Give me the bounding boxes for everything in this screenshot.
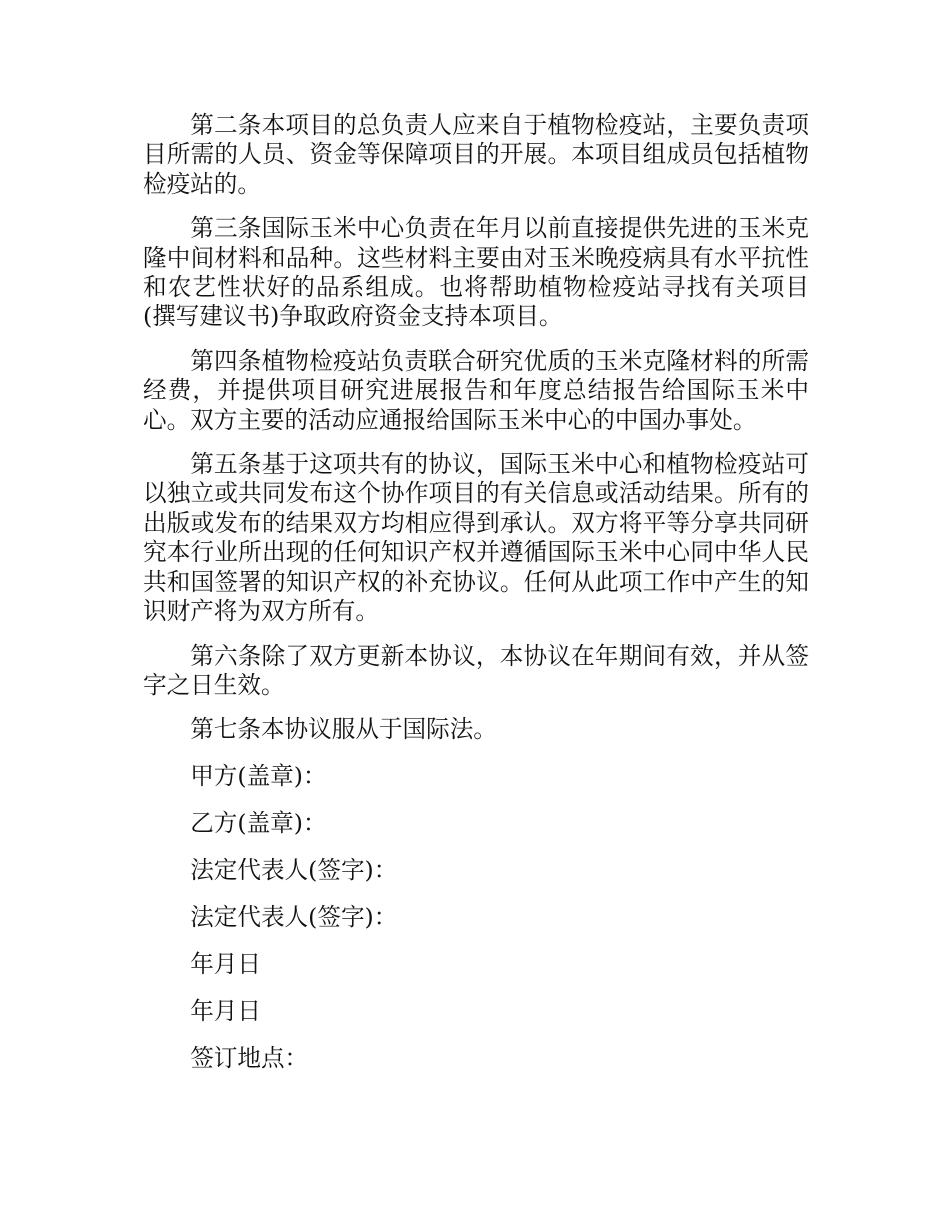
signature-block [143, 762, 809, 1073]
party-a-seal-label: 甲方(盖章)： [190, 762, 327, 791]
date-a-label: 年月日 [190, 949, 261, 978]
article-2-paragraph: 第二条本项目的总负责人应来自于植物检疫站，主要负责项目所需的人员、资金等保障项目的开展。本项目组成员包括植物检疫站的。 [143, 111, 809, 198]
legal-representative-b-label: 法定代表人(签字)： [190, 902, 398, 931]
article-3-paragraph: 第三条国际玉米中心负责在年月以前直接提供先进的玉米克隆中间材料和品种。这些材料主要由对玉米晚疫病具有水平抗性和农艺性状好的品系组成。也将帮助植物检疫站寻找有关项目(撰写建议书)争取政府资金支持本项目。 [143, 214, 809, 331]
document-page [143, 111, 809, 1091]
date-b-label: 年月日 [190, 996, 261, 1025]
party-b-seal-label: 乙方(盖章)： [190, 809, 327, 838]
article-5-paragraph: 第五条基于这项共有的协议，国际玉米中心和植物检疫站可以独立或共同发布这个协作项目的有关信息或活动结果。所有的出版或发布的结果双方均相应得到承认。双方将平等分享共同研究本行业所出现的任何知识产权并遵循国际玉米中心同中华人民共和国签署的知识产权的补充协议。任何从此项工作中产生的知识财产将为双方所有。 [143, 450, 809, 626]
article-7-paragraph: 第七条本协议服从于国际法。 [190, 715, 497, 744]
article-4-paragraph: 第四条植物检疫站负责联合研究优质的玉米克隆材料的所需经费，并提供项目研究进展报告和年度总结报告给国际玉米中心。双方主要的活动应通报给国际玉米中心的中国办事处。 [143, 346, 809, 434]
legal-representative-a-label: 法定代表人(签字)： [190, 856, 398, 885]
signing-place-label: 签订地点： [190, 1043, 309, 1072]
article-6-paragraph: 第六条除了双方更新本协议，本协议在年期间有效，并从签字之日生效。 [143, 641, 809, 699]
